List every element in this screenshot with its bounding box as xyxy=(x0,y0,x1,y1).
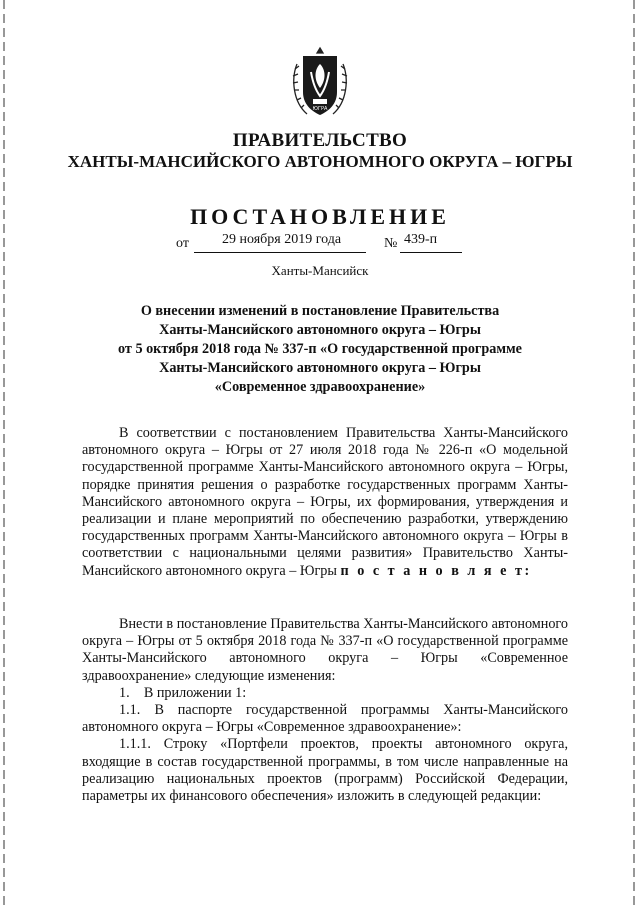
from-label: от xyxy=(176,236,189,251)
amendments-section xyxy=(82,616,568,805)
title-line: от 5 октября 2018 года № 337-п «О государственной программе xyxy=(118,341,522,357)
date-underline xyxy=(194,252,366,253)
paragraph-item-1-1-1: 1.1.1. Строку «Портфели проектов, проекты автономного округа, входящие в состав государственной программы, в том числе направленные на реализацию национальных проектов (программ) Российской Федерации, параметры их финансового обеспечения» изложить в следующей редакции: xyxy=(82,736,568,805)
title-line: О внесении изменений в постановление Правительства xyxy=(140,303,500,319)
number-label: № xyxy=(384,236,398,251)
paragraph-item-1: 1. В приложении 1: xyxy=(119,684,247,701)
resolves-emphasis: п о с т а н о в л я е т: xyxy=(340,562,532,579)
paragraph-introduce: Внести в постановление Правительства Ханты-Мансийского автономного округа – Югры от 5 октября 2018 года № 337-п «О государственной программе Ханты-Мансийского автономного округа – Югры «Современное здравоохранение» следующие изменения: xyxy=(82,616,568,684)
region-title: ХАНТЫ-МАНСИЙСКОГО АВТОНОМНОГО ОКРУГА – ЮГРЫ xyxy=(67,152,573,171)
emblem-text: ЮГРА xyxy=(312,106,328,112)
title-line: «Современное здравоохранение» xyxy=(214,379,426,395)
number-underline xyxy=(400,252,462,253)
preamble-paragraph xyxy=(82,425,568,580)
paragraph-item-1-1: 1.1. В паспорте государственной программы Ханты-Мансийского автономного округа – Югры «Современное здравоохранение»: xyxy=(82,702,568,736)
decree-title xyxy=(0,302,640,397)
document-date: 29 ноября 2019 года xyxy=(222,232,342,247)
city-name: Ханты-Мансийск xyxy=(271,263,369,278)
coat-of-arms-icon xyxy=(287,44,353,124)
government-title: ПРАВИТЕЛЬСТВО xyxy=(232,130,408,151)
preamble-text: В соответствии с постановлением Правительства Ханты-Мансийского автономного округа – Югры от 27 июля 2018 года № 226-п «О модельной государственной программе Ханты-Мансийского автономного округа – Югры, порядке принятия решения о разработке государственных программ Ханты-Мансийского автономного округа – Югры, их формирования, утверждения и реализации и плане мероприятий по обеспечению разработки, утверждению государственных программ Ханты-Мансийского автономного округа – Югры в соответствии с национальными целями развития» Правительство Ханты-Мансийского автономного округа – Югры xyxy=(82,425,568,579)
document-number: 439-п xyxy=(404,232,438,247)
title-line: Ханты-Мансийского автономного округа – Югры xyxy=(159,360,481,376)
title-line: Ханты-Мансийского автономного округа – Югры xyxy=(159,322,481,338)
document-type: ПОСТАНОВЛЕНИЕ xyxy=(190,204,450,229)
